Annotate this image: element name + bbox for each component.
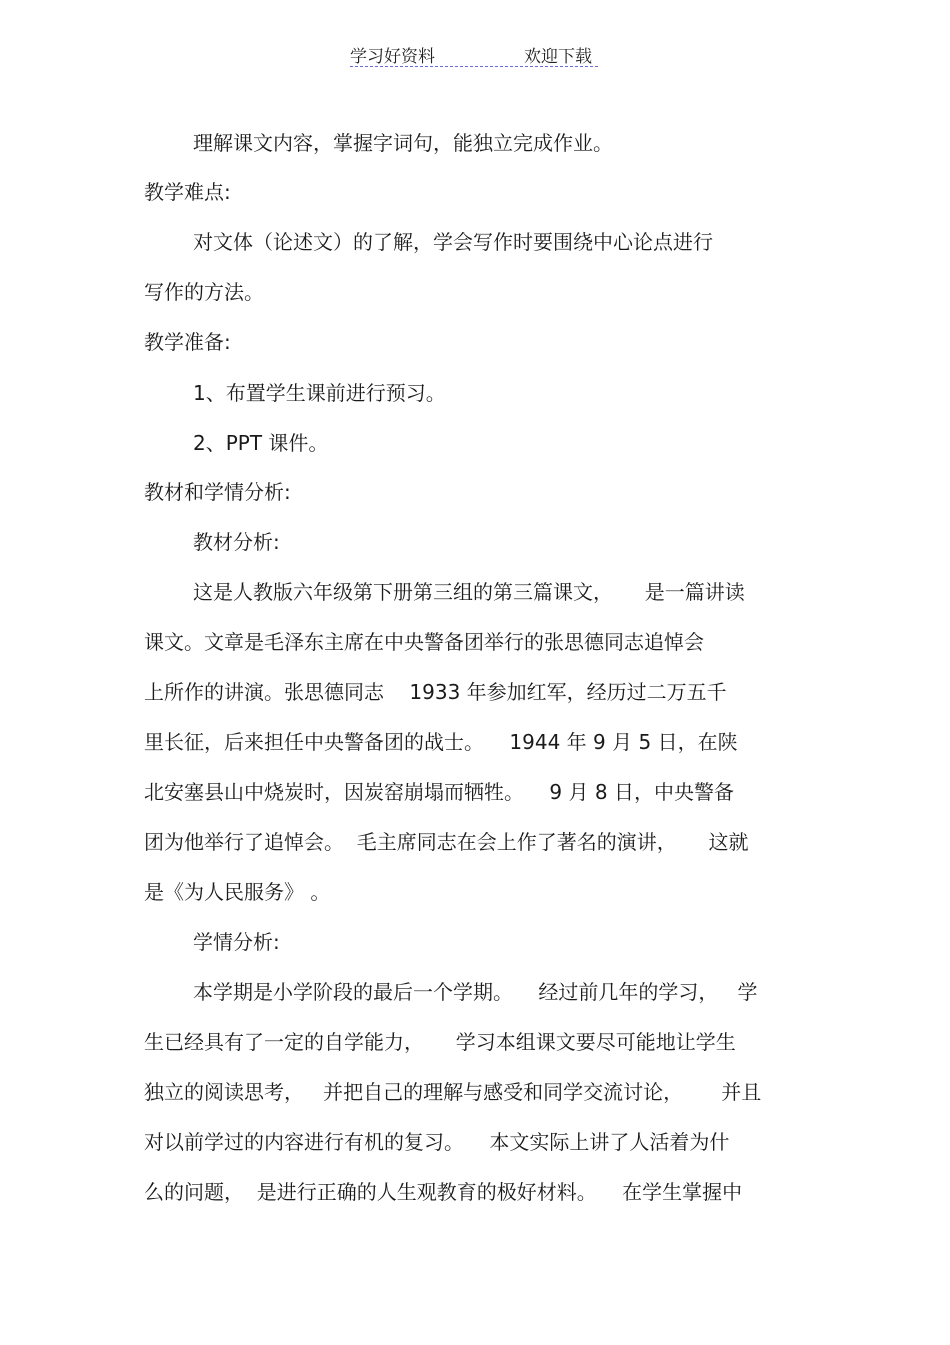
list-item: 1、布置学生课前进行预习。 xyxy=(193,381,446,405)
section-heading-difficulty: 教学难点: xyxy=(144,180,231,204)
paragraph-line: 里长征，后来担任中央警备团的战士。 1944 年 9 月 5 日，在陕 xyxy=(144,730,738,754)
paragraph-line: 课文。文章是毛泽东主席在中央警备团举行的张思德同志追悼会 xyxy=(144,630,704,654)
paragraph-line: 这是人教版六年级第下册第三组的第三篇课文， 是一篇讲读 xyxy=(193,580,745,604)
paragraph-line: 写作的方法。 xyxy=(144,280,264,304)
paragraph-line: 本学期是小学阶段的最后一个学期。 经过前几年的学习， 学 xyxy=(193,980,758,1004)
subheading-material-analysis: 教材分析: xyxy=(193,530,280,554)
paragraph-line: 上所作的讲演。张思德同志 1933 年参加红军，经历过二万五千 xyxy=(144,680,727,704)
objective-text: 理解课文内容，掌握字词句，能独立完成作业。 xyxy=(193,131,613,155)
section-heading-analysis: 教材和学情分析: xyxy=(144,480,291,504)
paragraph-line: 生已经具有了一定的自学能力， 学习本组课文要尽可能地让学生 xyxy=(144,1030,736,1054)
subheading-student-analysis: 学情分析: xyxy=(193,930,280,954)
paragraph-line: 北安塞县山中烧炭时，因炭窑崩塌而牺牲。 9 月 8 日，中央警备 xyxy=(144,780,734,804)
header-left-text: 学习好资料 xyxy=(350,47,435,67)
page-header xyxy=(350,40,598,67)
paragraph-line: 对以前学过的内容进行有机的复习。 本文实际上讲了人活着为什 xyxy=(144,1130,730,1154)
paragraph-line: 么的问题， 是进行正确的人生观教育的极好材料。 在学生掌握中 xyxy=(144,1180,743,1204)
paragraph-line: 团为他举行了追悼会。 毛主席同志在会上作了著名的演讲， 这就 xyxy=(144,830,749,854)
section-heading-preparation: 教学准备: xyxy=(144,330,231,354)
list-item: 2、PPT 课件。 xyxy=(193,431,329,455)
paragraph-line: 独立的阅读思考， 并把自己的理解与感受和同学交流讨论， 并且 xyxy=(144,1080,762,1104)
paragraph-line: 是《为人民服务》 。 xyxy=(144,880,331,904)
paragraph-line: 对文体（论述文）的了解，学会写作时要围绕中心论点进行 xyxy=(193,230,713,254)
header-right-text: 欢迎下载 xyxy=(524,47,592,67)
